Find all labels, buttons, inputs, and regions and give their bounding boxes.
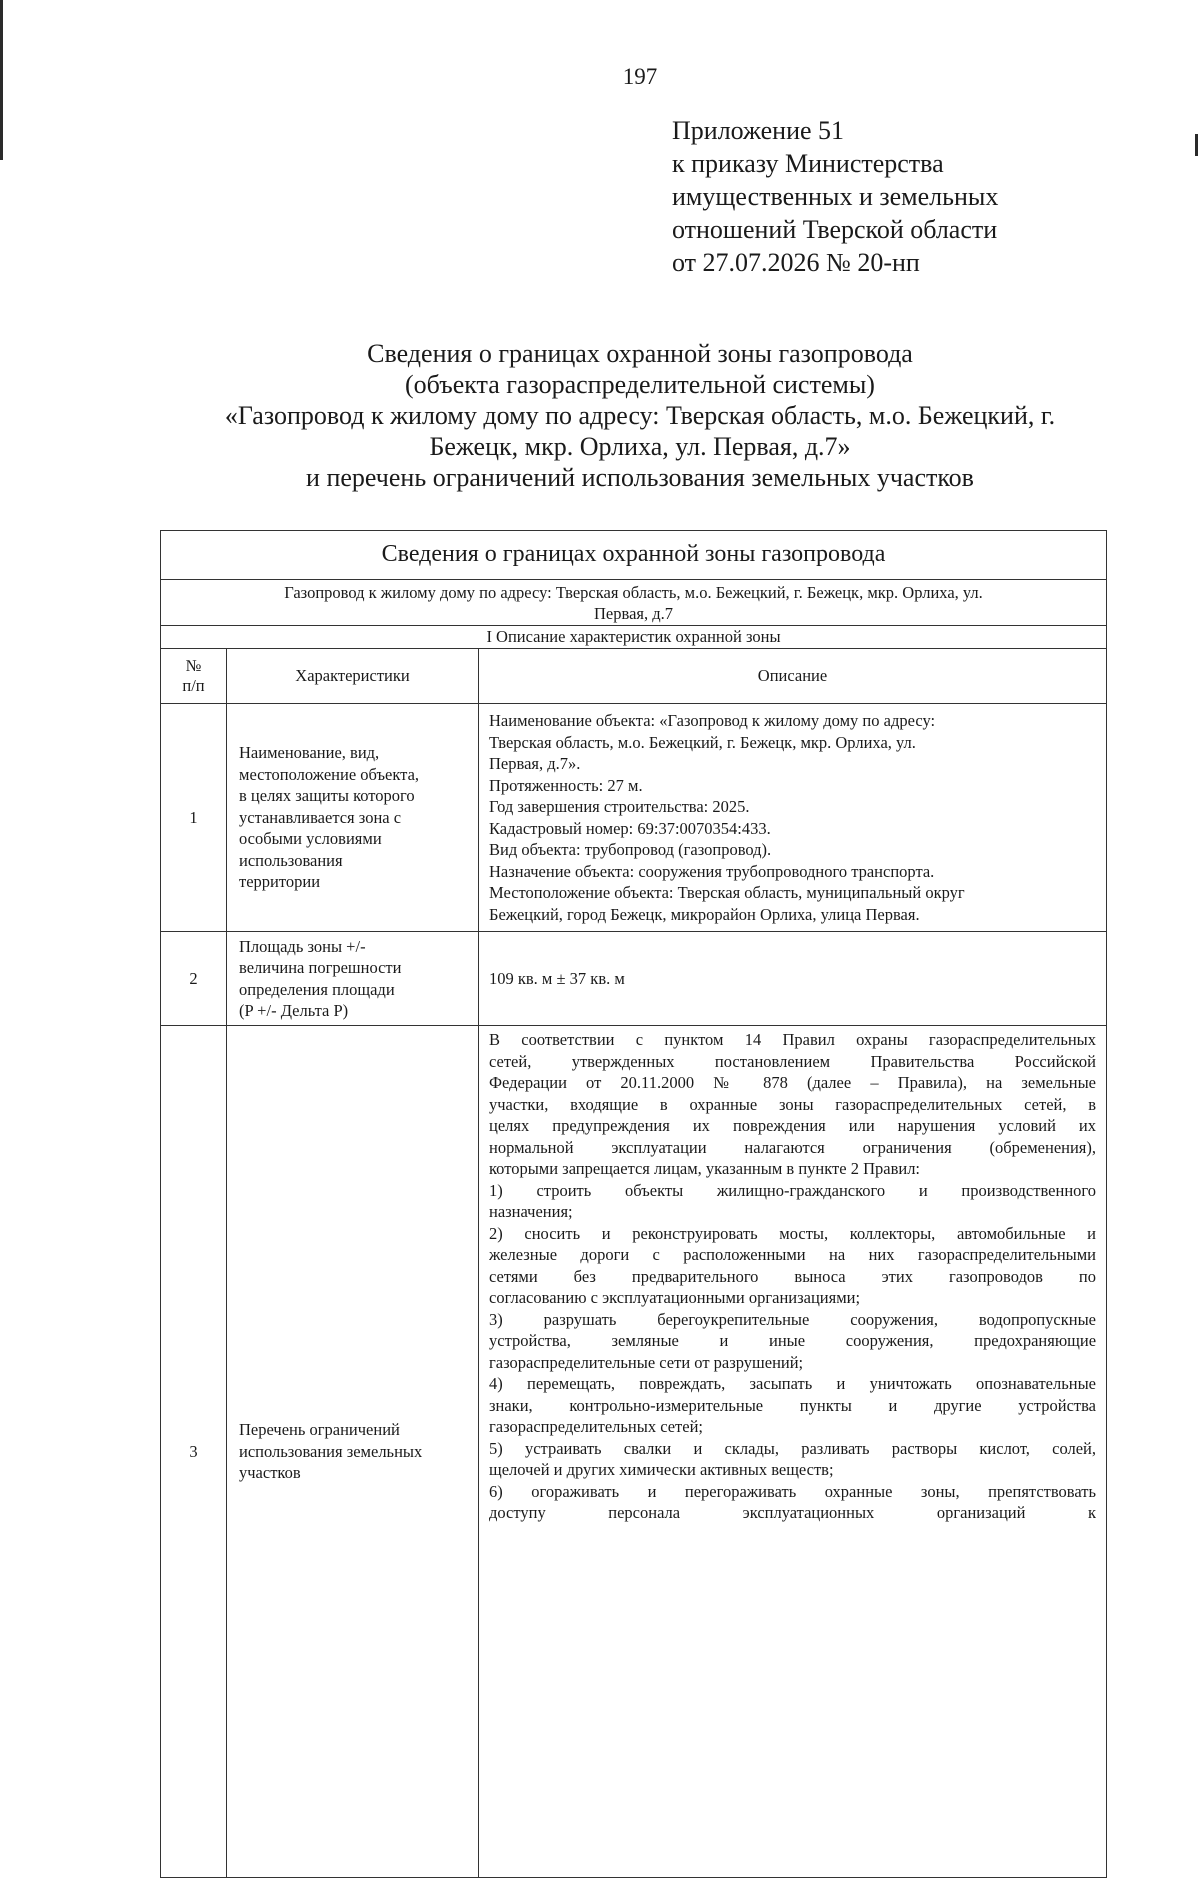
restriction-line: которыми запрещается лицам, указанным в пункте 2 Правил: bbox=[489, 1159, 921, 1178]
restriction-paragraph bbox=[489, 1029, 1096, 1180]
characteristic-cell bbox=[227, 704, 479, 932]
table-row bbox=[161, 932, 1107, 1026]
restriction-line: согласованию с эксплуатационными организациями; bbox=[489, 1288, 861, 1307]
characteristic-line: величина погрешности bbox=[239, 958, 402, 977]
description-line: 109 кв. м ± 37 кв. м bbox=[489, 968, 625, 988]
restriction-line: сетями без предварительного выноса этих газопроводов по bbox=[489, 1266, 1097, 1286]
description-line: Местоположение объекта: Тверская область, муниципальный округ bbox=[489, 883, 965, 902]
characteristic-line: Наименование, вид, bbox=[239, 743, 380, 763]
restriction-line: 1) строить объекты жилищно-гражданского и производственного bbox=[489, 1180, 1097, 1200]
restriction-paragraph bbox=[489, 1438, 1096, 1481]
description-line: Протяженность: 27 м. bbox=[489, 775, 643, 795]
row-number: 1 bbox=[161, 704, 227, 932]
appendix-line: от 27.07.2026 № 20-нп bbox=[672, 248, 920, 277]
characteristic-line: Перечень ограничений bbox=[239, 1420, 400, 1440]
description-line: Кадастровый номер: 69:37:0070354:433. bbox=[489, 818, 771, 838]
characteristic-cell bbox=[227, 932, 479, 1026]
row-number: 2 bbox=[161, 932, 227, 1026]
restriction-line: щелочей и других химически активных веществ; bbox=[489, 1460, 834, 1479]
restriction-line: целях предупреждения их повреждения или нарушения условий их bbox=[489, 1116, 1097, 1135]
appendix-line: Приложение 51 bbox=[672, 116, 845, 145]
characteristic-line: Площадь зоны +/- bbox=[239, 936, 366, 956]
table-row bbox=[161, 704, 1107, 932]
table-row bbox=[161, 1026, 1107, 1878]
restriction-line: В соответствии с пунктом 14 Правил охраны газораспределительных bbox=[489, 1030, 1097, 1049]
characteristic-line: местоположение объекта, bbox=[239, 764, 420, 784]
description-line: Вид объекта: трубопровод (газопровод). bbox=[489, 840, 772, 859]
restriction-paragraph bbox=[489, 1223, 1096, 1309]
table-heading: Сведения о границах охранной зоны газопровода bbox=[161, 531, 1107, 580]
appendix-line: к приказу Министерства bbox=[672, 149, 944, 178]
title-line: (объекта газораспределительной системы) bbox=[405, 370, 875, 399]
characteristic-line: (P +/- Дельта P) bbox=[239, 1001, 349, 1020]
appendix-line: отношений Тверской области bbox=[672, 215, 998, 244]
title-line: «Газопровод к жилому дому по адресу: Тверская область, м.о. Бежецкий, г. bbox=[224, 401, 1056, 430]
restriction-line: 4) перемещать, повреждать, засыпать и уничтожать опознавательные bbox=[489, 1374, 1097, 1393]
restriction-line: 3) разрушать берегоукрепительные сооружения, водопропускные bbox=[489, 1309, 1097, 1329]
description-cell bbox=[479, 932, 1107, 1026]
appendix-line: имущественных и земельных bbox=[672, 182, 999, 211]
document-title bbox=[150, 338, 1130, 493]
restriction-line: Федерации от 20.11.2000 № 878 (далее – Правила), на земельные bbox=[489, 1073, 1097, 1092]
restriction-line: 2) сносить и реконструировать мосты, коллекторы, автомобильные и bbox=[489, 1223, 1097, 1243]
column-header-row bbox=[161, 649, 1107, 704]
description-line: Наименование объекта: «Газопровод к жилому дому по адресу: bbox=[489, 711, 936, 730]
restriction-paragraph bbox=[489, 1481, 1096, 1524]
protected-zone-table bbox=[160, 530, 1107, 1878]
object-name-cell bbox=[161, 580, 1107, 626]
restriction-line: назначения; bbox=[489, 1202, 573, 1221]
restriction-line: железные дороги с расположенными на них газораспределительными bbox=[489, 1245, 1097, 1264]
scan-edge-right bbox=[1195, 134, 1198, 156]
object-name-line: Первая, д.7 bbox=[594, 603, 673, 623]
restriction-line: доступу персонала эксплуатационных организаций к bbox=[489, 1503, 1097, 1522]
restriction-line: газораспределительных сетей; bbox=[489, 1417, 704, 1436]
description-cell bbox=[479, 704, 1107, 932]
characteristic-line: определения площади bbox=[239, 979, 395, 999]
characteristic-line: использования bbox=[239, 850, 343, 870]
object-name-line: Газопровод к жилому дому по адресу: Тверская область, м.о. Бежецкий, г. Бежецк, мкр. Орлиха, ул. bbox=[284, 582, 983, 602]
title-line: Сведения о границах охранной зоны газопровода bbox=[367, 339, 913, 368]
characteristic-line: участков bbox=[239, 1463, 301, 1483]
characteristic-line: устанавливается зона с bbox=[239, 807, 402, 827]
column-header-description: Описание bbox=[479, 649, 1107, 704]
restriction-paragraph bbox=[489, 1309, 1096, 1374]
restrictions-cell bbox=[479, 1026, 1107, 1878]
restriction-line: устройства, земляные и иные сооружения, предохраняющие bbox=[489, 1331, 1097, 1350]
column-header-characteristics: Характеристики bbox=[227, 649, 479, 704]
title-line: Бежецк, мкр. Орлиха, ул. Первая, д.7» bbox=[429, 432, 851, 461]
title-line: и перечень ограничений использования земельных участков bbox=[306, 463, 974, 492]
column-header-number-line: № bbox=[185, 656, 202, 675]
page-number: 197 bbox=[622, 64, 658, 89]
restriction-line: 6) огораживать и перегораживать охранные зоны, препятствовать bbox=[489, 1481, 1097, 1501]
section-title: I Описание характеристик охранной зоны bbox=[161, 626, 1107, 649]
description-line: Первая, д.7». bbox=[489, 754, 581, 773]
restriction-paragraph bbox=[489, 1180, 1096, 1223]
description-line: Год завершения строительства: 2025. bbox=[489, 797, 750, 816]
row-number: 3 bbox=[161, 1026, 227, 1878]
description-line: Назначение объекта: сооружения трубопроводного транспорта. bbox=[489, 861, 935, 881]
restriction-line: сетей, утвержденных постановлением Правительства Российской bbox=[489, 1051, 1097, 1071]
restriction-line: 5) устраивать свалки и склады, разливать растворы кислот, солей, bbox=[489, 1438, 1097, 1458]
column-header-number bbox=[161, 649, 227, 704]
characteristic-line: территории bbox=[239, 872, 321, 892]
column-header-number-line: п/п bbox=[182, 676, 205, 695]
description-line: Бежецкий, город Бежецк, микрорайон Орлиха, улица Первая. bbox=[489, 904, 920, 924]
appendix-block bbox=[672, 114, 998, 279]
restriction-line: нормальной эксплуатации налагаются ограничения (обременения), bbox=[489, 1137, 1097, 1157]
restriction-paragraph bbox=[489, 1373, 1096, 1438]
restriction-line: знаки, контрольно-измерительные пункты и другие устройства bbox=[489, 1395, 1097, 1415]
characteristic-line: особыми условиями bbox=[239, 829, 382, 849]
restriction-line: участки, входящие в охранные зоны газораспределительных сетей, в bbox=[489, 1094, 1097, 1114]
description-line: Тверская область, м.о. Бежецкий, г. Бежецк, мкр. Орлиха, ул. bbox=[489, 732, 916, 752]
characteristic-line: в целях защиты которого bbox=[239, 786, 415, 806]
restriction-line: газораспределительные сети от разрушений; bbox=[489, 1352, 804, 1372]
characteristic-line: использования земельных bbox=[239, 1441, 423, 1461]
characteristic-cell bbox=[227, 1026, 479, 1878]
